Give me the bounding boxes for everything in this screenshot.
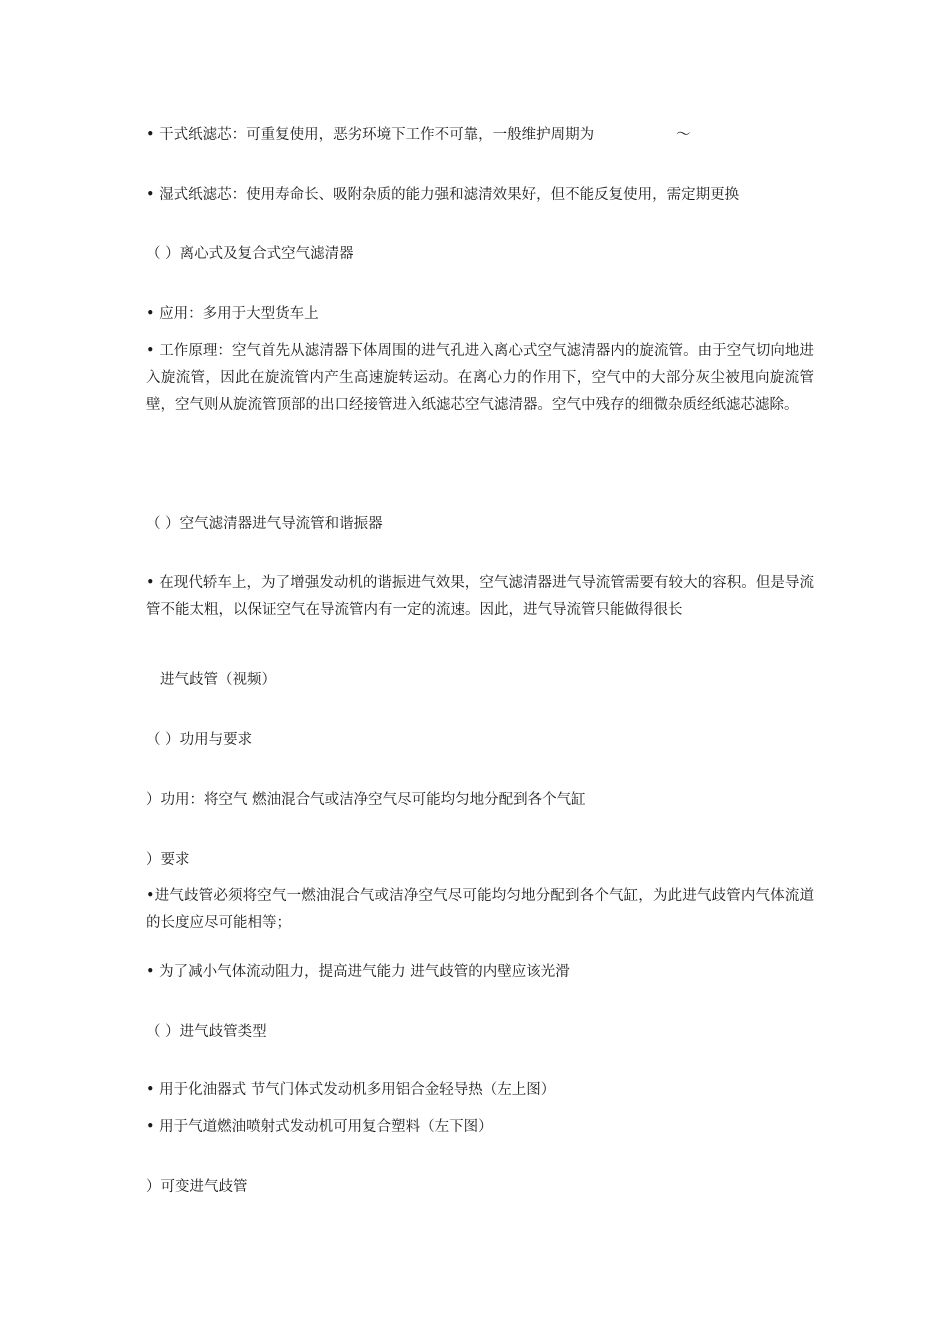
- paragraph-intake-duct: • 在现代轿车上，为了增强发动机的谐振进气效果，空气滤清器进气导流管需要有较大的容积。但是导流管不能太粗，以保证空气在导流管内有一定的流速。因此，进气导流管只能做得很长: [146, 575, 814, 618]
- heading-manifold-types: （ ）进气歧管类型: [146, 1024, 267, 1040]
- section-title-intake-manifold: 进气歧管（视频）: [160, 672, 276, 688]
- bullet-carburetor-type: • 用于化油器式 节气门体式发动机多用铝合金轻导热（左上图）: [146, 1082, 556, 1098]
- tilde-mark: ～: [676, 127, 691, 143]
- bullet-port-injection-type: • 用于气道燃油喷射式发动机可用复合塑料（左下图）: [146, 1119, 493, 1135]
- bullet-wet-filter: • 湿式纸滤芯：使用寿命长、吸附杂质的能力强和滤清效果好，但不能反复使用，需定期更换: [146, 187, 740, 203]
- bullet-application: • 应用：多用于大型货车上: [146, 306, 319, 322]
- heading-intake-duct-resonator: （ ）空气滤清器进气导流管和谐振器: [146, 516, 383, 532]
- bullet-reduce-resistance: • 为了减小气体流动阻力，提高进气能力 进气歧管的内壁应该光滑: [146, 964, 570, 980]
- subitem-variable-manifold: ）可变进气歧管: [146, 1179, 248, 1195]
- heading-centrifugal-filter: （ ）离心式及复合式空气滤清器: [146, 246, 354, 262]
- heading-function-requirements: （ ）功用与要求: [146, 732, 253, 748]
- paragraph-uniform-distribution: •进气歧管必须将空气一燃油混合气或洁净空气尽可能均匀地分配到各个气缸，为此进气歧管内气体流道的长度应尽可能相等；: [146, 888, 814, 931]
- subitem-requirements: ）要求: [146, 852, 190, 868]
- subitem-function: ）功用：将空气 燃油混合气或洁净空气尽可能均匀地分配到各个气缸: [146, 792, 586, 808]
- bullet-dry-filter: • 干式纸滤芯：可重复使用，恶劣环境下工作不可靠，一般维护周期为: [146, 127, 595, 143]
- paragraph-working-principle: • 工作原理：空气首先从滤清器下体周围的进气孔进入离心式空气滤清器内的旋流管。由于空气切向地进入旋流管，因此在旋流管内产生高速旋转运动。在离心力的作用下，空气中的大部分灰尘被甩向旋流管壁，空气则从旋流管顶部的出口经接管进入纸滤芯空气滤清器。空气中残存的细微杂质经纸滤芯滤除。: [146, 343, 814, 413]
